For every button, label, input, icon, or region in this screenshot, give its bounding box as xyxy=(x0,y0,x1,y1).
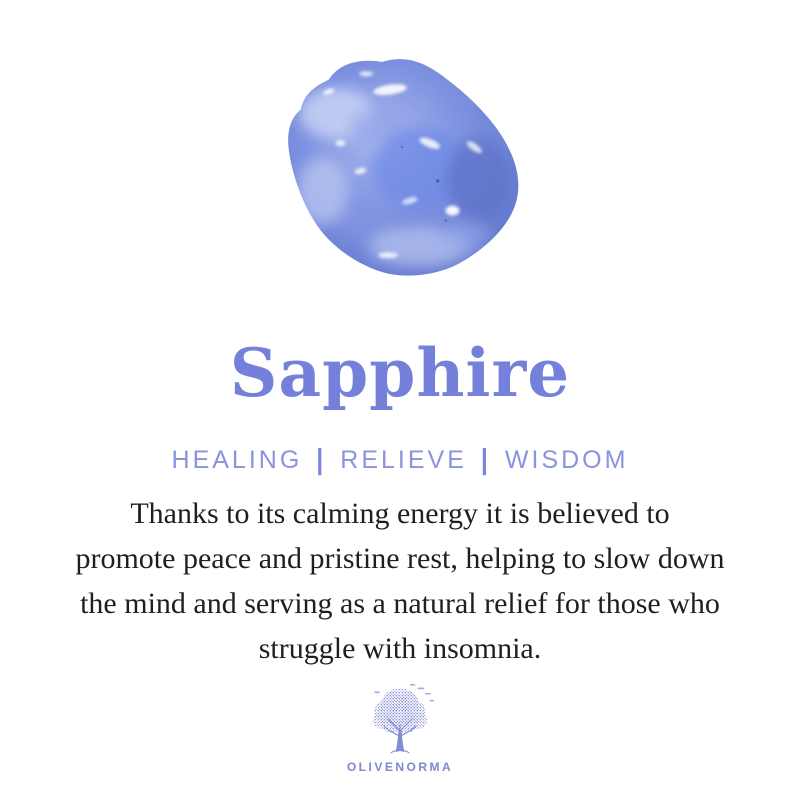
olive-tree-logo-icon xyxy=(361,683,439,755)
keywords-row xyxy=(171,443,629,476)
page-title: Sapphire xyxy=(229,334,571,412)
keyword-separator: | xyxy=(316,443,327,476)
description-paragraph xyxy=(75,491,724,671)
brand-logo xyxy=(347,683,453,774)
keyword-healing: HEALING xyxy=(171,445,303,474)
keyword-separator: | xyxy=(480,443,491,476)
keyword-relieve: RELIEVE xyxy=(340,445,467,474)
description-line: promote peace and pristine rest, helping to slow down xyxy=(75,541,725,575)
description-line: struggle with insomnia. xyxy=(258,631,542,665)
brand-name: OLIVENORMA xyxy=(346,759,454,774)
description-line: Thanks to its calming energy it is believed to xyxy=(130,496,670,530)
sapphire-crystal-icon xyxy=(271,52,529,280)
sapphire-crystal-image xyxy=(271,52,529,280)
description-line: the mind and serving as a natural relief for those who xyxy=(80,586,720,620)
keyword-wisdom: WISDOM xyxy=(504,445,629,474)
